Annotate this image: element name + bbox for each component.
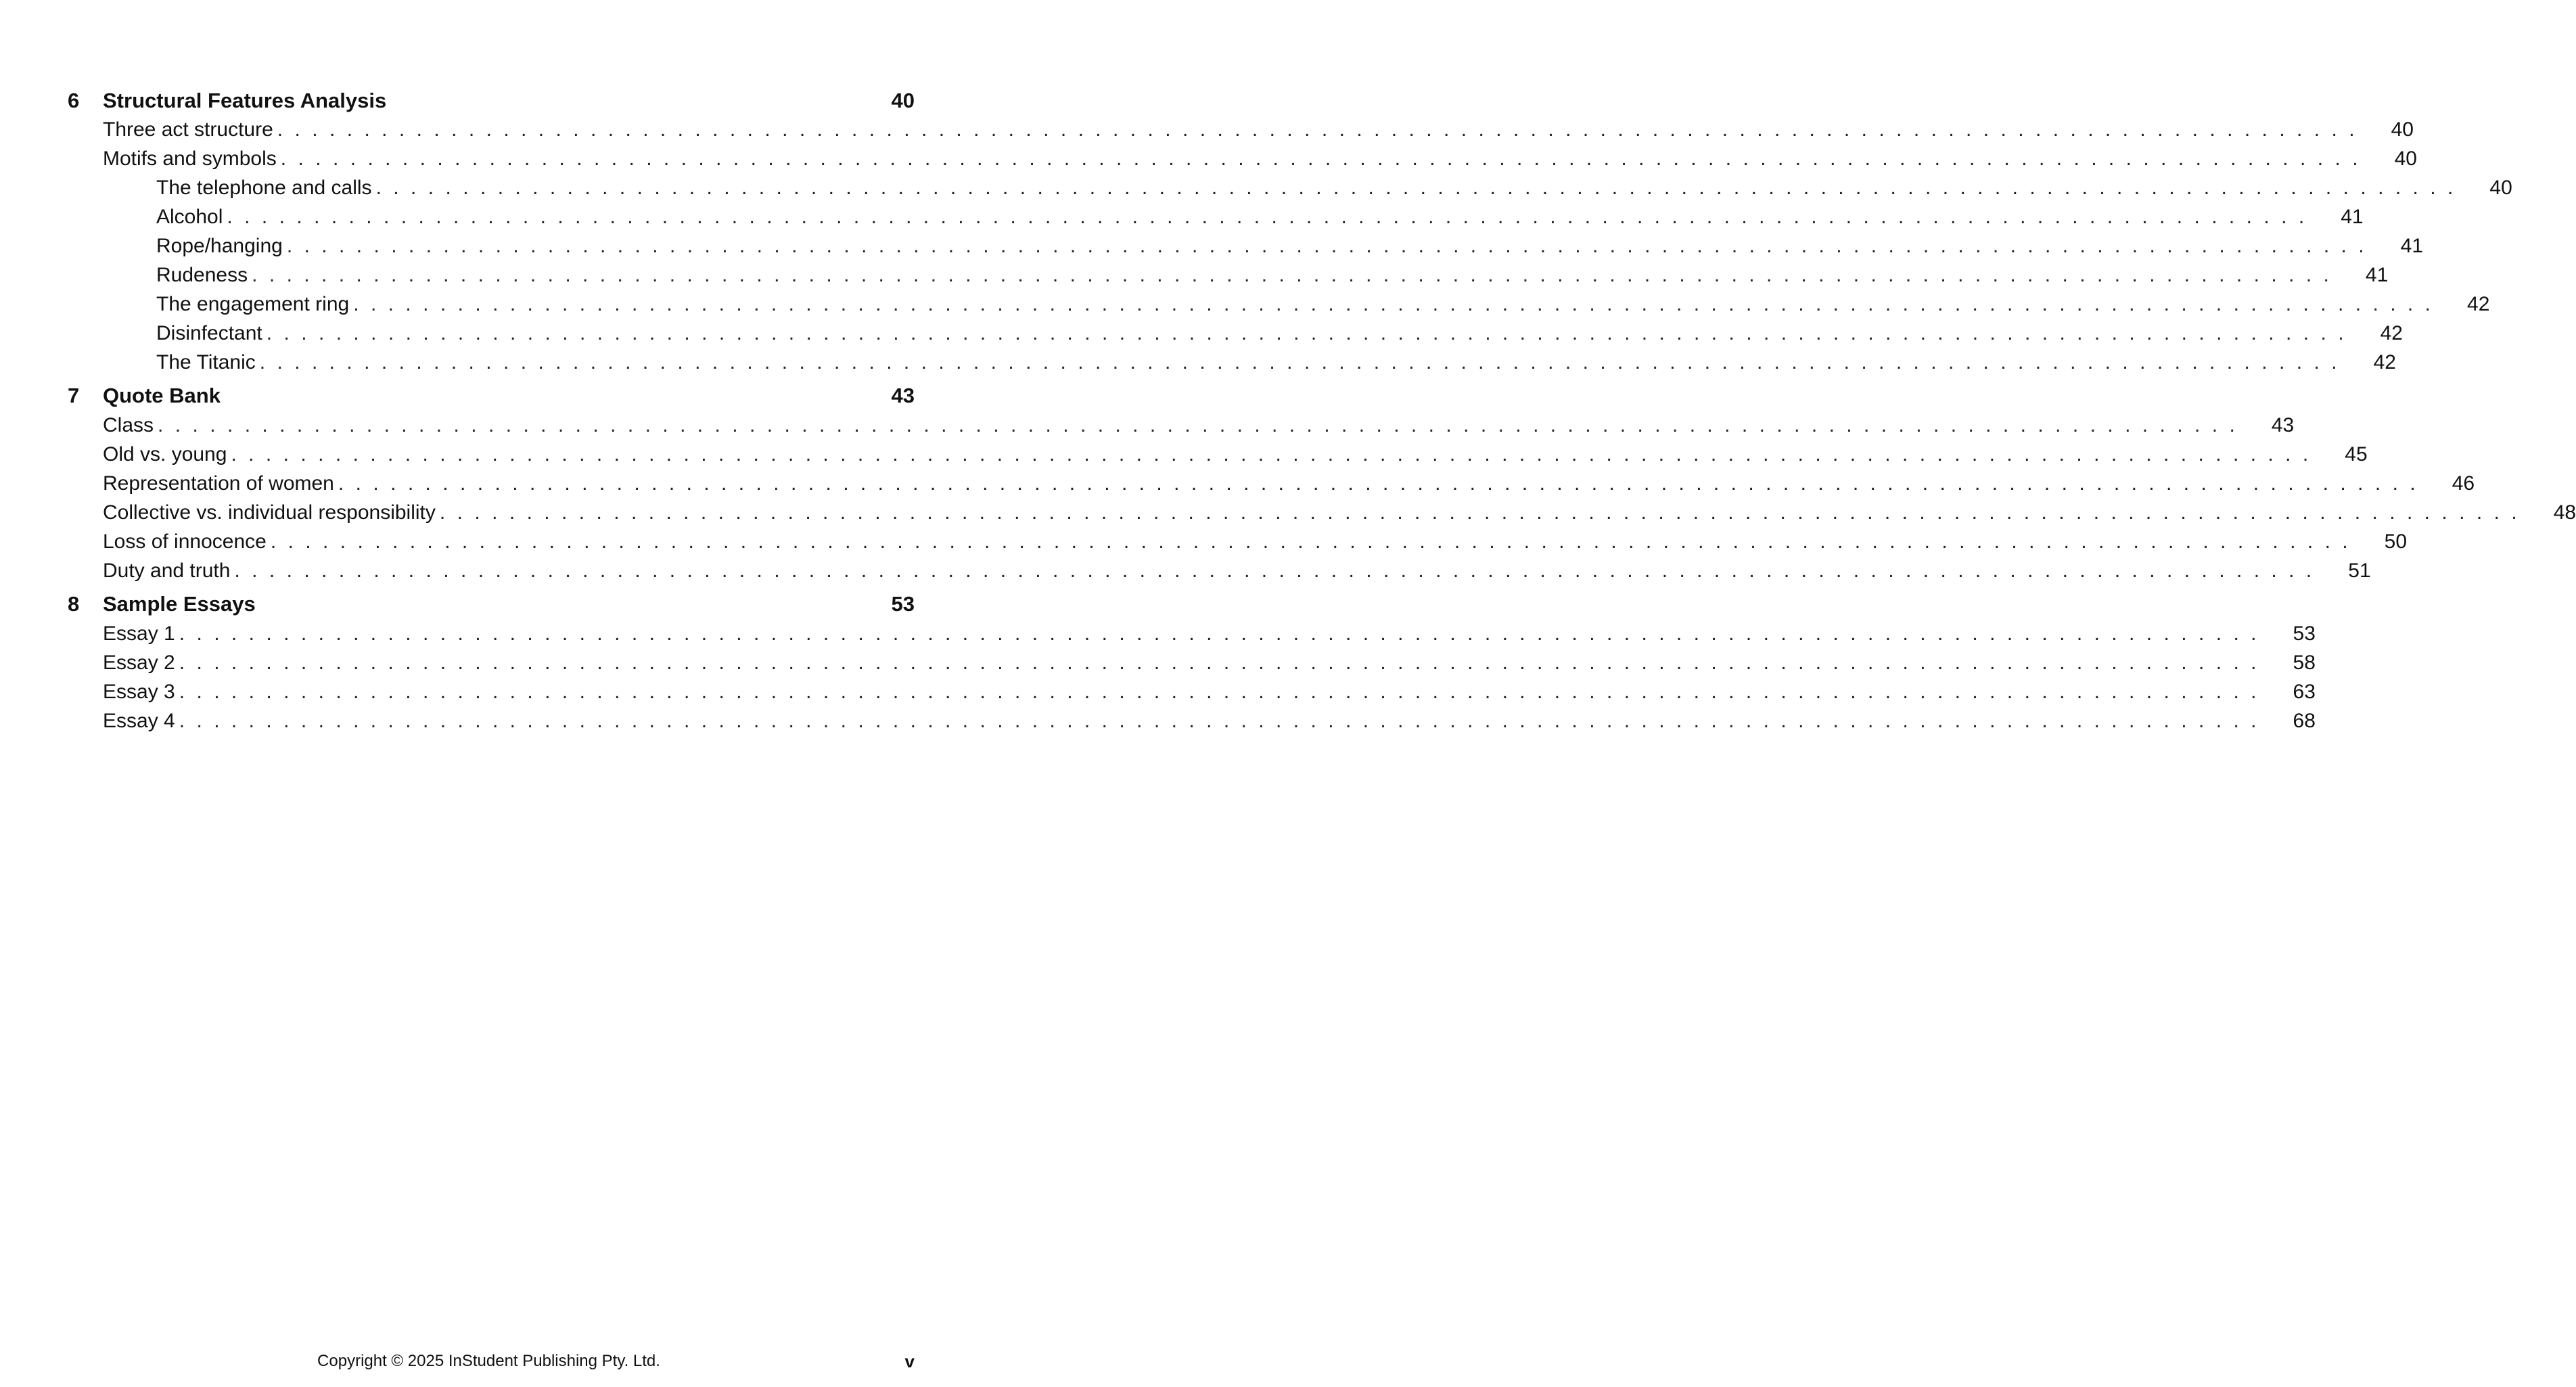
dot-leader: ........................................................................................................................ xyxy=(439,501,2529,524)
toc-entry-label: Motifs and symbols xyxy=(103,147,277,170)
toc-entry[interactable] xyxy=(103,115,2414,144)
toc-entry-label: Alcohol xyxy=(156,206,223,228)
toc-entry[interactable] xyxy=(103,144,2417,173)
dot-leader: ........................................................................................................................ xyxy=(338,472,2428,495)
toc-entry-page: 40 xyxy=(2489,177,2512,199)
toc-entry-page: 42 xyxy=(2380,322,2403,344)
toc-entry[interactable] xyxy=(103,619,2316,648)
chapter-page-number: 53 xyxy=(891,592,915,616)
toc-entry-page: 41 xyxy=(2341,206,2364,228)
dot-leader: ........................................................................................................................ xyxy=(179,622,2268,645)
toc-entry-label: Loss of innocence xyxy=(103,530,267,553)
toc-entry[interactable] xyxy=(156,231,2424,260)
toc-entry-page: 68 xyxy=(2293,710,2316,732)
dot-leader: ........................................................................................................................ xyxy=(375,177,2465,199)
chapter-number: 6 xyxy=(68,89,80,112)
toc-entry-label: Essay 3 xyxy=(103,681,175,703)
toc-entry-page: 43 xyxy=(2271,414,2295,436)
dot-leader: ........................................................................................................................ xyxy=(266,322,2355,344)
toc-entry[interactable] xyxy=(156,290,2490,319)
dot-leader: ........................................................................................................................ xyxy=(179,710,2268,732)
toc-entry[interactable] xyxy=(156,348,2396,377)
toc-entry-label: The Titanic xyxy=(156,351,256,373)
toc-entry-label: Essay 1 xyxy=(103,622,175,645)
dot-leader: ........................................................................................................................ xyxy=(286,235,2376,257)
toc-entry-label: Essay 4 xyxy=(103,710,175,732)
toc-entry[interactable] xyxy=(156,319,2403,348)
chapter-heading[interactable] xyxy=(68,589,915,619)
dot-leader: ........................................................................................................................ xyxy=(234,560,2324,582)
toc-entry-page: 45 xyxy=(2345,443,2368,465)
toc-entry-page: 48 xyxy=(2553,501,2576,524)
chapter-page-number: 43 xyxy=(891,384,915,407)
toc-entry-label: Rudeness xyxy=(156,264,248,286)
dot-leader: ........................................................................................................................ xyxy=(158,414,2247,436)
dot-leader: ........................................................................................................................ xyxy=(179,681,2268,703)
dot-leader: ........................................................................................................................ xyxy=(179,652,2268,674)
toc-entry[interactable] xyxy=(103,706,2316,735)
dot-leader: ........................................................................................................................ xyxy=(280,147,2370,170)
toc-entry[interactable] xyxy=(103,556,2371,585)
dot-leader: ........................................................................................................................ xyxy=(227,206,2316,228)
dot-leader: ........................................................................................................................ xyxy=(277,118,2366,141)
toc-entry-page: 51 xyxy=(2348,560,2371,582)
toc-entry-page: 46 xyxy=(2452,472,2475,495)
chapter-number: 7 xyxy=(68,384,80,407)
toc-entry-label: Essay 2 xyxy=(103,652,175,674)
toc-entry[interactable] xyxy=(103,469,2475,498)
toc-entry-page: 41 xyxy=(2365,264,2389,286)
dot-leader: ........................................................................................................................ xyxy=(252,264,2341,286)
toc-entry-page: 42 xyxy=(2373,351,2396,373)
toc-entry-label: The telephone and calls xyxy=(156,177,372,199)
toc-entry[interactable] xyxy=(103,677,2316,706)
toc-entry-label: The engagement ring xyxy=(156,293,350,315)
chapter-title: Structural Features Analysis xyxy=(103,89,387,112)
chapter-title: Sample Essays xyxy=(103,592,256,616)
toc-entry-page: 42 xyxy=(2467,293,2490,315)
toc-entry-page: 40 xyxy=(2391,118,2414,141)
chapter-heading[interactable] xyxy=(68,86,915,116)
dot-leader: ........................................................................................................................ xyxy=(231,443,2320,465)
toc-entry-page: 41 xyxy=(2400,235,2424,257)
toc-entry-page: 50 xyxy=(2384,530,2408,553)
toc-entry[interactable] xyxy=(156,173,2512,202)
copyright-notice: Copyright © 2025 InStudent Publishing Pty. Ltd. xyxy=(317,1352,660,1370)
toc-entry[interactable] xyxy=(103,440,2368,469)
toc-entry[interactable] xyxy=(103,498,2576,527)
toc-entry[interactable] xyxy=(156,202,2364,231)
dot-leader: ........................................................................................................................ xyxy=(270,530,2360,553)
toc-entry-label: Rope/hanging xyxy=(156,235,283,257)
toc-entry[interactable] xyxy=(103,411,2295,440)
toc-entry-label: Representation of women xyxy=(103,472,334,495)
dot-leader: ........................................................................................................................ xyxy=(353,293,2443,315)
toc-entry-page: 53 xyxy=(2293,622,2316,645)
page-footer xyxy=(0,1348,978,1375)
chapter-page-number: 40 xyxy=(891,89,915,112)
toc-entry-page: 58 xyxy=(2293,652,2316,674)
toc-entry-label: Class xyxy=(103,414,154,436)
toc-entry[interactable] xyxy=(103,648,2316,677)
page-number: v xyxy=(904,1351,915,1371)
chapter-heading[interactable] xyxy=(68,381,915,411)
chapter-title: Quote Bank xyxy=(103,384,221,407)
toc-entry-label: Collective vs. individual responsibility xyxy=(103,501,436,524)
toc-entry-page: 63 xyxy=(2293,681,2316,703)
toc-entry-label: Disinfectant xyxy=(156,322,262,344)
chapter-number: 8 xyxy=(68,592,80,616)
toc-entry[interactable] xyxy=(156,260,2389,290)
toc-entry-label: Three act structure xyxy=(103,118,273,141)
dot-leader: ........................................................................................................................ xyxy=(259,351,2349,373)
toc-entry-page: 40 xyxy=(2394,147,2417,170)
toc-entry-label: Old vs. young xyxy=(103,443,227,465)
toc-entry-label: Duty and truth xyxy=(103,560,231,582)
toc-entry[interactable] xyxy=(103,527,2408,556)
